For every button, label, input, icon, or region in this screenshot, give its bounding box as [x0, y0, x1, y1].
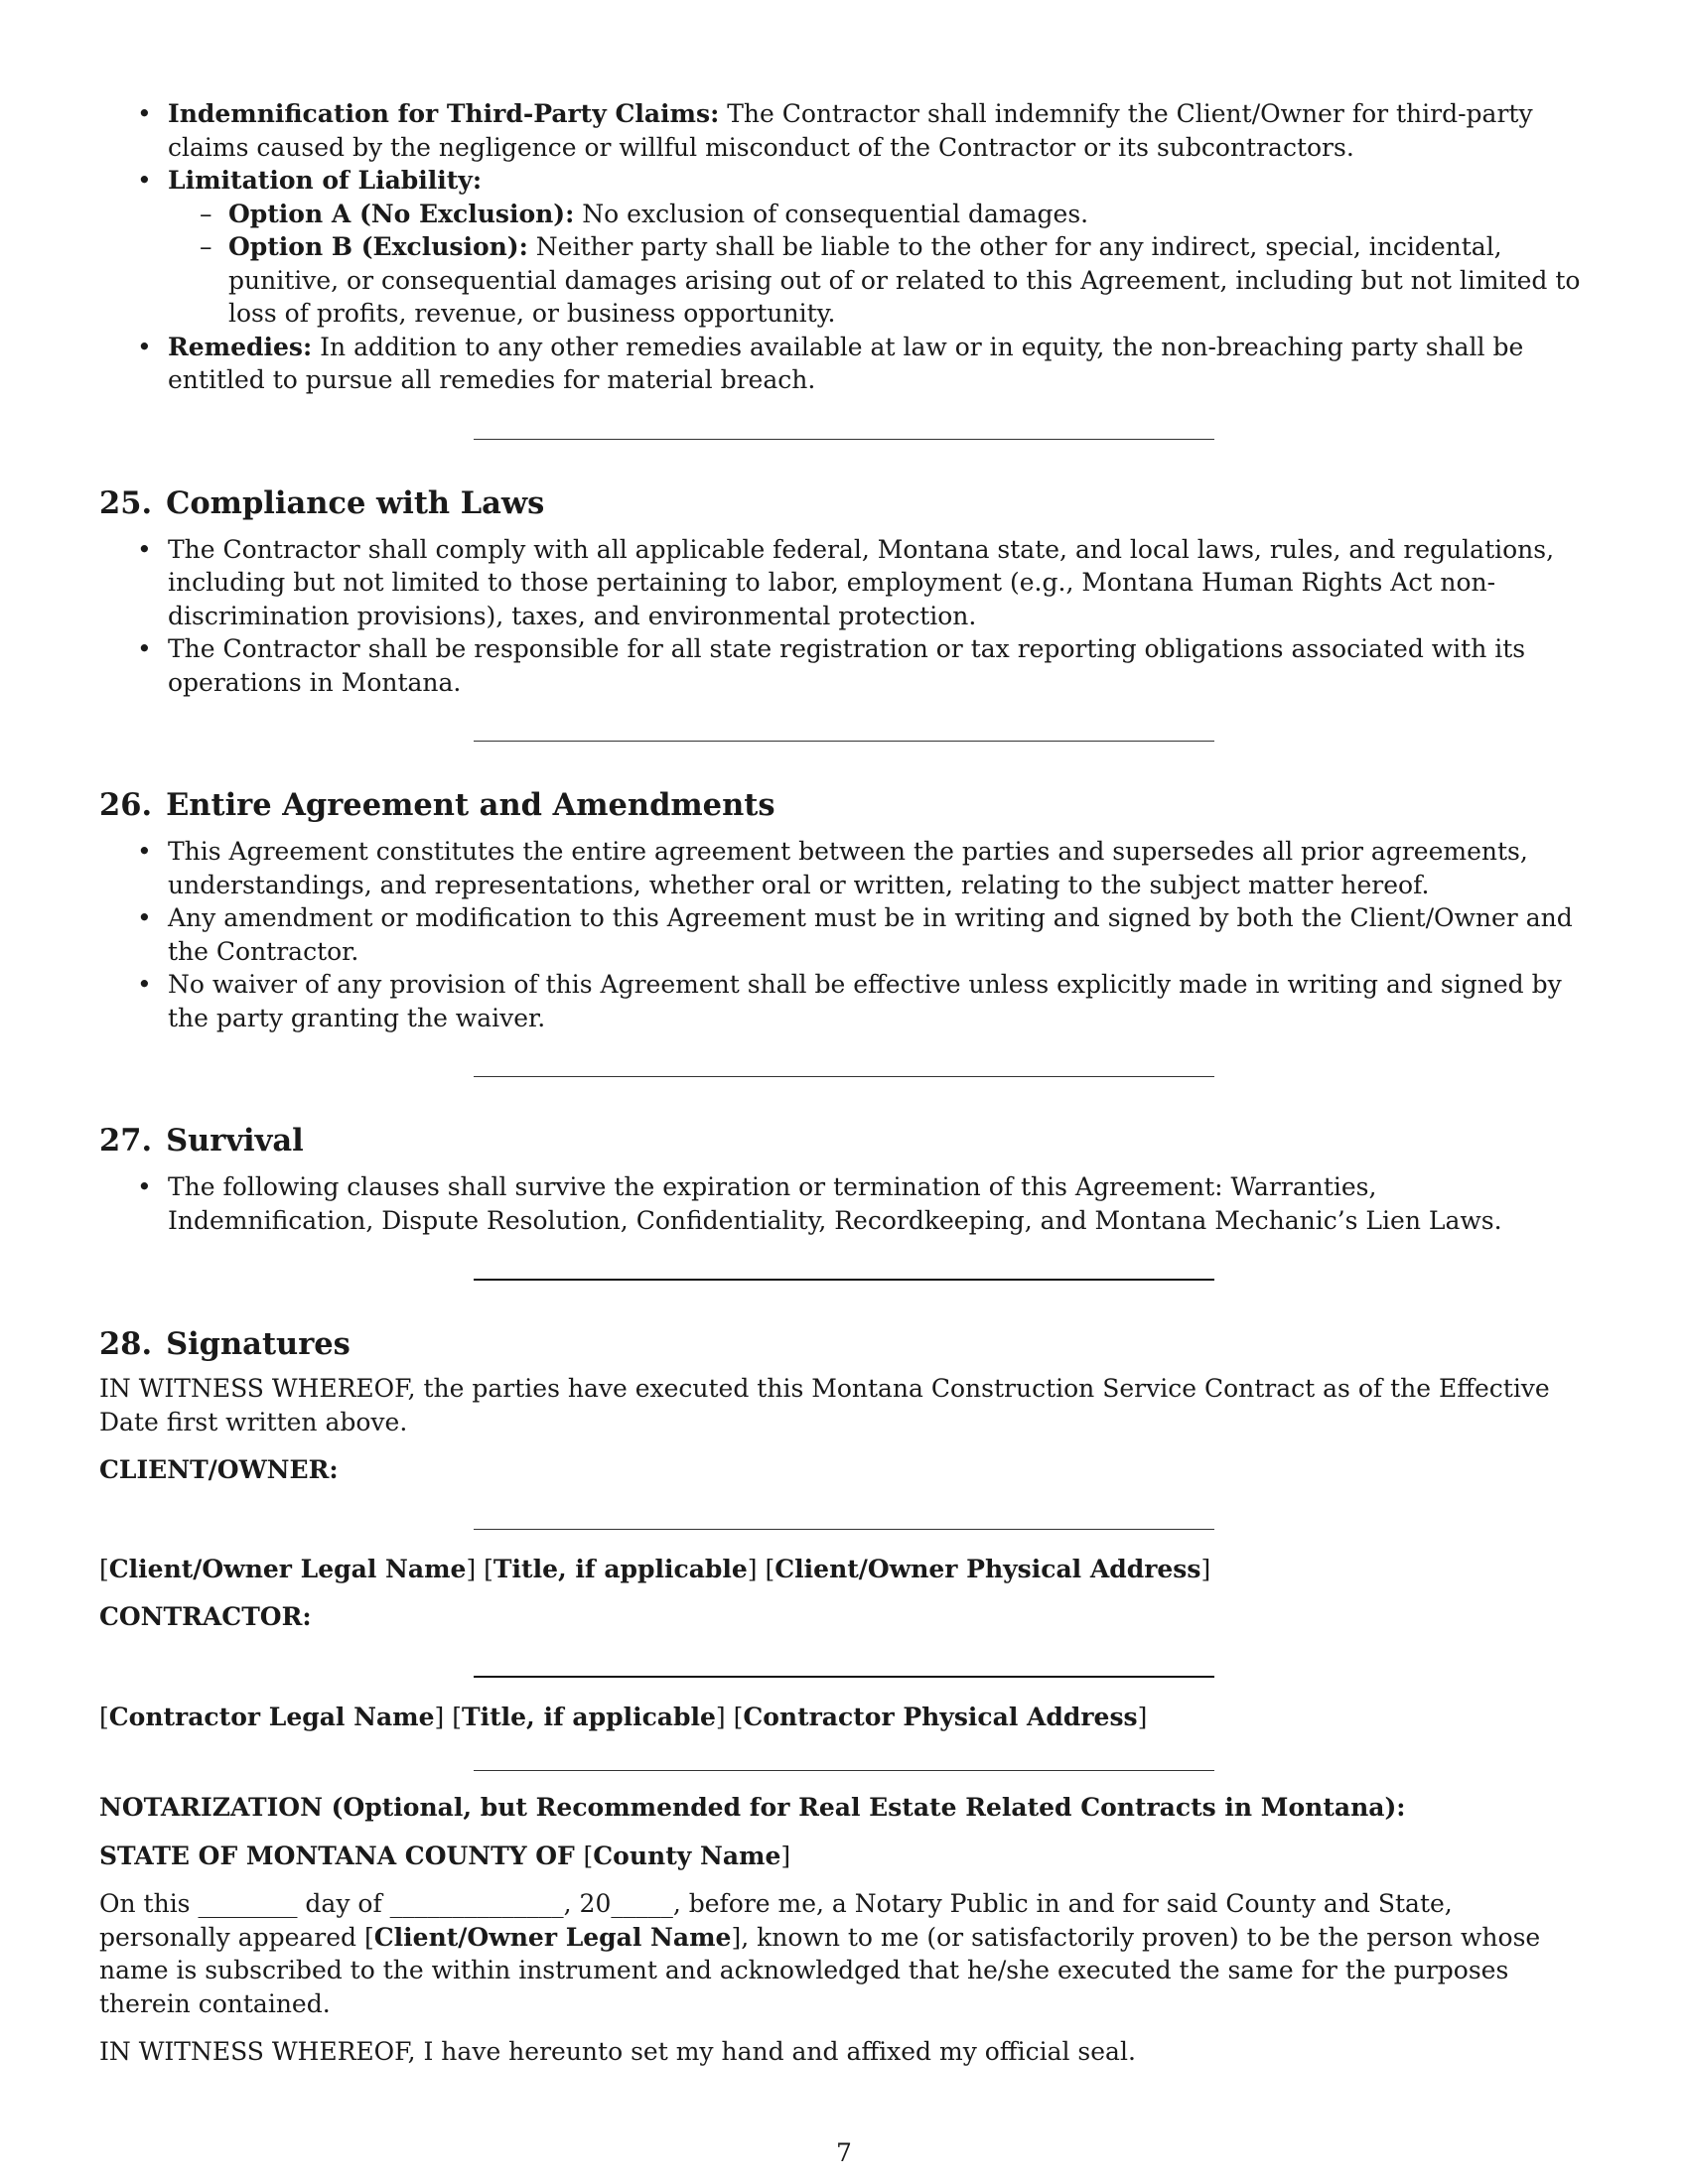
contractor-signature-block: [Contractor Legal Name] [Title, if applicable] [Contractor Physical Address]: [99, 1702, 1148, 1731]
liability-options: [168, 198, 1589, 331]
compliance-list: [99, 533, 1589, 700]
client-label: CLIENT/OWNER:: [99, 1455, 339, 1484]
client-signature-line: [474, 1529, 1214, 1530]
section-divider: [474, 741, 1214, 742]
notary-closing: IN WITNESS WHEREOF, I have hereunto set my hand and affixed my official seal.: [99, 2037, 1136, 2066]
list-item: • The following clauses shall survive the expiration or termination of this Agreement: Warranties, Indemnification, Dispute Resolution, Confidentiality, Recordkeeping, and Montana Mechanic’s Lien Laws.: [99, 1170, 1589, 1237]
list-item: • Indemnification for Third-Party Claims: The Contractor shall indemnify the Client/Owner for third-party claims caused by the negligence or willful misconduct of the Contractor or its subcontractors.: [99, 97, 1589, 164]
contractor-signature-line: [474, 1676, 1214, 1678]
page-number: 7: [836, 2138, 852, 2167]
section-divider: [474, 439, 1214, 440]
list-item: – Option A (No Exclusion): No exclusion of consequential damages.: [168, 198, 1589, 231]
section-heading-27: 27. Survival: [99, 1123, 304, 1159]
section-divider: [474, 1279, 1214, 1281]
list-item: – Option B (Exclusion): Neither party shall be liable to the other for any indirect, special, incidental, punitive, or consequential damages arising out of or related to this Agreement, including but not limited to loss of profits, revenue, or business opportunity.: [168, 230, 1589, 331]
list-item: • Any amendment or modification to this Agreement must be in writing and signed by both the Client/Owner and the Contractor.: [99, 901, 1589, 968]
contractor-label: CONTRACTOR:: [99, 1602, 312, 1631]
list-item: • The Contractor shall comply with all applicable federal, Montana state, and local laws, rules, and regulations, including but not limited to those pertaining to labor, employment (e.g., Montana Human Rights Act non-discrimination provisions), taxes, and environmental protection.: [99, 533, 1589, 633]
notary-county: STATE OF MONTANA COUNTY OF [County Name]: [99, 1841, 791, 1870]
notary-acknowledgment: On this ________ day of ______________, 20_____, before me, a Notary Public in and for said County and State, personally appeared [Client/Owner Legal Name], known to me (or satisfactorily proven) to be the person whose name is subscribed to the within instrument and acknowledged that he/she executed the same for the purposes therein contained.: [99, 1889, 1541, 2018]
witness-clause: IN WITNESS WHEREOF, the parties have executed this Montana Construction Service Contract as of the Effective Date first written above.: [99, 1374, 1550, 1436]
agreement-list: [99, 835, 1589, 1034]
section-heading-28: 28. Signatures: [99, 1326, 351, 1362]
survival-list: [99, 1170, 1589, 1237]
notary-heading: NOTARIZATION (Optional, but Recommended for Real Estate Related Contracts in Montana):: [99, 1793, 1406, 1822]
section-heading-26: 26. Entire Agreement and Amendments: [99, 787, 775, 823]
section-divider: [474, 1076, 1214, 1077]
page-content: [99, 97, 1589, 2069]
liability-list: [99, 97, 1589, 397]
list-item: • This Agreement constitutes the entire agreement between the parties and supersedes all prior agreements, understandings, and representations, whether oral or written, relating to the subject matter hereof.: [99, 835, 1589, 901]
list-item: • Remedies: In addition to any other remedies available at law or in equity, the non-breaching party shall be entitled to pursue all remedies for material breach.: [99, 331, 1589, 397]
list-item: • Limitation of Liability: – Option A (No Exclusion): No exclusion of consequential damages. – Option B (Exclusion): Neither party shall be liable to the other for any indirect, special, incidental, punitive, or consequential damages arising out of or related to this Agreement, including but not limited to loss of profits, revenue, or business opportunity.: [99, 164, 1589, 331]
client-signature-block: [Client/Owner Legal Name] [Title, if applicable] [Client/Owner Physical Address]: [99, 1554, 1211, 1583]
list-item: • The Contractor shall be responsible for all state registration or tax reporting obligations associated with its operations in Montana.: [99, 632, 1589, 699]
notary-divider: [474, 1770, 1214, 1771]
list-item: • No waiver of any provision of this Agreement shall be effective unless explicitly made in writing and signed by the party granting the waiver.: [99, 968, 1589, 1034]
section-heading-25: 25. Compliance with Laws: [99, 484, 545, 521]
